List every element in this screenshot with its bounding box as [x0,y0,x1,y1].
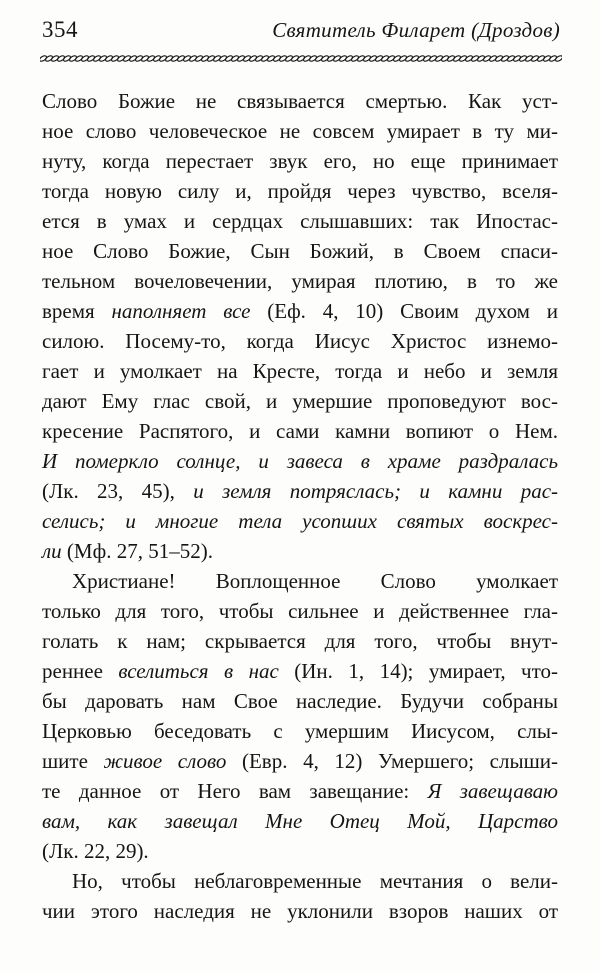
text-run: кресение Распятого, и сами камни вопиют о Нем. [42,419,558,443]
italic-text-run: вселиться в нас [118,659,279,683]
text-run: тогда новую силу и, пройдя через чувство, вселя- [42,179,558,203]
italic-text-run: живое слово [103,749,227,773]
text-run: те данное от Него вам завещание: [42,779,428,803]
text-run: (Ин. 1, 14); умирает, что- [278,659,558,683]
text-run: ное слово человеческое не совсем умирает в ту ми- [42,119,558,143]
italic-text-run: селись; и многие тела усопших святых воскрес- [42,509,558,533]
text-line [42,716,558,746]
italic-text-run: наполняет все [111,299,251,323]
text-run: время [42,299,112,323]
text-line [42,866,558,896]
text-line [42,326,558,356]
text-run: Но, чтобы неблаговременные мечтания о вели- [72,869,558,893]
page-header [42,17,560,43]
text-line [42,686,558,716]
text-line [42,86,558,116]
text-run: бы даровать нам Свое наследие. Будучи собраны [42,689,558,713]
text-run: (Мф. 27, 51–52). [61,539,213,563]
text-run: (Лк. 23, 45), [42,479,194,503]
italic-text-run: вам, как завещал Мне Отец Мой, Царство [42,809,558,833]
text-run: ное Слово Божие, Сын Божий, в Своем спаси- [42,239,558,263]
text-run: только для того, чтобы сильнее и действеннее гла- [42,599,558,623]
text-run: гает и умолкает на Кресте, тогда и небо и земля [42,359,558,383]
text-line [42,386,558,416]
text-line [42,116,558,146]
text-line [42,206,558,236]
text-line [42,266,558,296]
text-run: дают Ему глас свой, и умершие проповедуют вос- [42,389,558,413]
text-run: (Еф. 4, 10) Своим духом и [250,299,558,323]
text-run: Церковью беседовать с умершим Иисусом, слы- [42,719,558,743]
text-run: Слово Божие не связывается смертью. Как уст- [42,89,558,113]
text-line [42,626,558,656]
italic-text-run: и земля потряслась; и камни рас- [193,479,559,503]
text-run: ется в умах и сердцах слышавших: так Ипостас- [42,209,558,233]
text-line [42,506,558,536]
text-line [42,596,558,626]
running-title: Святитель Филарет (Дроздов) [272,18,560,42]
rope-divider-ornament [40,53,562,64]
italic-text-run: И померкло солнце, и завеса в храме раздралась [42,449,558,473]
text-line [42,476,558,506]
text-run: чии этого наследия не уклонили взоров наших от [42,899,558,923]
text-run: (Лк. 22, 29). [42,839,149,863]
text-line [42,146,558,176]
text-line [42,296,558,326]
text-run: голать к нам; скрывается для того, чтобы внут- [42,629,558,653]
text-line [42,776,558,806]
text-line [42,416,558,446]
text-line [42,446,558,476]
italic-text-run: Я завещаваю [427,779,558,803]
text-run: тельном вочеловечении, умирая плотию, в то же [42,269,558,293]
text-run: реннее [42,659,119,683]
text-run: шите [42,749,104,773]
text-run: (Евр. 4, 12) Умершего; слыши- [226,749,558,773]
text-line [42,566,558,596]
text-run: Христиане! Воплощенное Слово умолкает [72,569,558,593]
text-run: нуту, когда перестает звук его, но еще принимает [42,149,558,173]
text-line [42,836,558,866]
text-line [42,746,558,776]
text-line [42,236,558,266]
text-line [42,806,558,836]
text-line [42,356,558,386]
text-line [42,176,558,206]
text-line [42,536,558,566]
text-line [42,896,558,926]
italic-text-run: ли [42,539,62,563]
body-text [42,86,558,926]
page-number: 354 [42,17,78,42]
text-line [42,656,558,686]
text-run: силою. Посему-то, когда Иисус Христос изнемо- [42,329,558,353]
